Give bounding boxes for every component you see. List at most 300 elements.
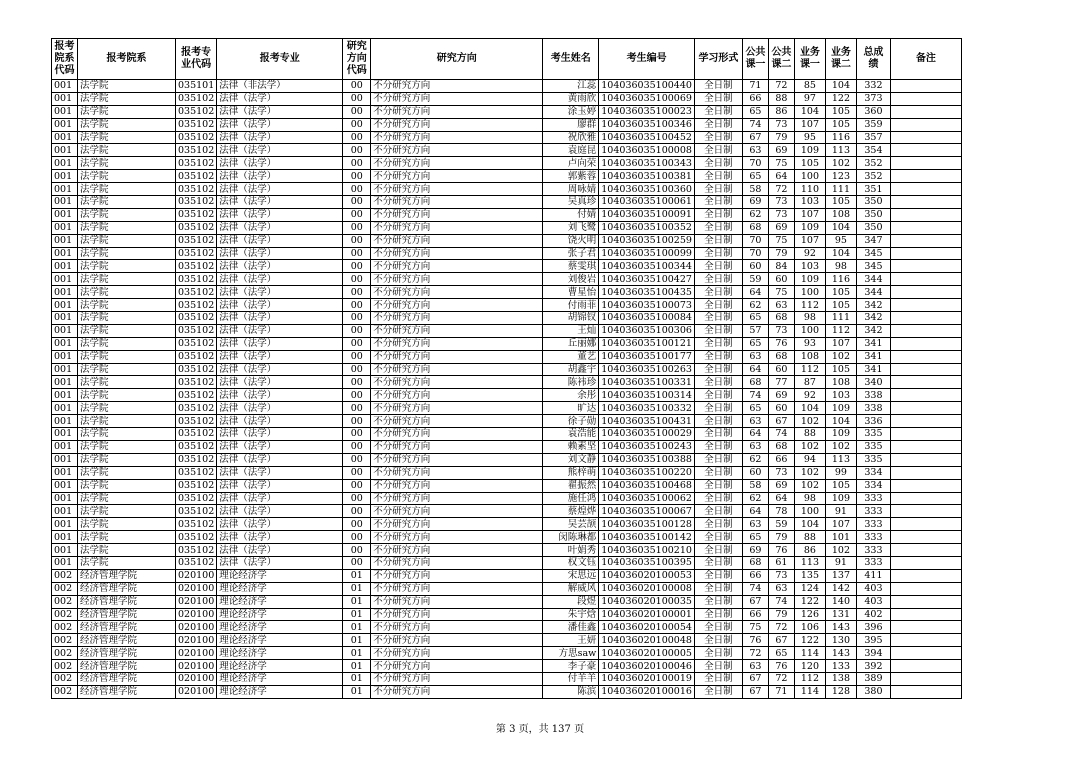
major-cell: 法律（法学） — [217, 544, 343, 557]
dept-code-cell: 001 — [52, 105, 78, 118]
major-1-cell: 114 — [794, 685, 825, 698]
study-mode-cell: 全日制 — [694, 118, 742, 131]
exam-id-cell: 104036035100091 — [599, 208, 695, 221]
major-code-cell: 035102 — [176, 144, 217, 157]
direction-code-cell: 00 — [343, 466, 371, 479]
direction-code-cell: 00 — [343, 118, 371, 131]
public-1-cell: 70 — [742, 247, 768, 260]
table-row — [52, 685, 962, 698]
name-cell: 吴真珍 — [543, 196, 599, 209]
major-1-cell: 100 — [794, 286, 825, 299]
public-1-cell: 66 — [742, 608, 768, 621]
total-cell: 332 — [856, 80, 890, 93]
dept-cell: 法学院 — [78, 273, 176, 286]
major-code-cell: 035102 — [176, 350, 217, 363]
dept-cell: 法学院 — [78, 376, 176, 389]
dept-code-cell: 001 — [52, 299, 78, 312]
direction-code-cell: 01 — [343, 595, 371, 608]
major-code-cell: 035102 — [176, 234, 217, 247]
public-1-cell: 74 — [742, 582, 768, 595]
exam-id-cell: 104036035100332 — [599, 402, 695, 415]
remark-cell — [890, 544, 961, 557]
major-code-cell: 020100 — [176, 621, 217, 634]
direction-cell: 不分研究方向 — [371, 479, 543, 492]
remark-cell — [890, 299, 961, 312]
total-cell: 357 — [856, 131, 890, 144]
major-cell: 法律（法学） — [217, 260, 343, 273]
remark-cell — [890, 518, 961, 531]
major-cell: 法律（法学） — [217, 376, 343, 389]
remark-cell — [890, 505, 961, 518]
major-cell: 法律（法学） — [217, 183, 343, 196]
direction-code-cell: 00 — [343, 286, 371, 299]
major-1-cell: 122 — [794, 634, 825, 647]
major-cell: 法律（法学） — [217, 466, 343, 479]
dept-code-cell: 001 — [52, 157, 78, 170]
dept-cell: 法学院 — [78, 531, 176, 544]
major-cell: 法律（法学） — [217, 505, 343, 518]
public-2-cell: 78 — [768, 505, 794, 518]
remark-cell — [890, 440, 961, 453]
direction-cell: 不分研究方向 — [371, 582, 543, 595]
total-cell: 333 — [856, 556, 890, 569]
study-mode-cell: 全日制 — [694, 479, 742, 492]
dept-code-cell: 001 — [52, 518, 78, 531]
public-1-cell: 65 — [742, 531, 768, 544]
public-2-cell: 72 — [768, 183, 794, 196]
major-code-cell: 035102 — [176, 376, 217, 389]
name-cell: 叶娟秀 — [543, 544, 599, 557]
major-2-cell: 102 — [825, 440, 856, 453]
public-1-cell: 58 — [742, 479, 768, 492]
study-mode-cell: 全日制 — [694, 660, 742, 673]
exam-id-cell: 104036020100035 — [599, 595, 695, 608]
total-cell: 350 — [856, 221, 890, 234]
study-mode-cell: 全日制 — [694, 324, 742, 337]
major-1-cell: 107 — [794, 234, 825, 247]
remark-cell — [890, 556, 961, 569]
total-cell: 341 — [856, 350, 890, 363]
major-code-cell: 035102 — [176, 324, 217, 337]
major-cell: 法律（法学） — [217, 415, 343, 428]
public-2-cell: 63 — [768, 299, 794, 312]
exam-id-cell: 104036035100099 — [599, 247, 695, 260]
remark-cell — [890, 183, 961, 196]
public-2-cell: 76 — [768, 337, 794, 350]
name-cell: 蔡煌烨 — [543, 505, 599, 518]
direction-code-cell: 00 — [343, 350, 371, 363]
direction-code-cell: 01 — [343, 685, 371, 698]
public-1-cell: 58 — [742, 183, 768, 196]
direction-cell: 不分研究方向 — [371, 685, 543, 698]
name-cell: 曹星怡 — [543, 286, 599, 299]
major-2-cell: 131 — [825, 608, 856, 621]
study-mode-cell: 全日制 — [694, 415, 742, 428]
remark-cell — [890, 531, 961, 544]
major-1-cell: 94 — [794, 453, 825, 466]
direction-cell: 不分研究方向 — [371, 80, 543, 93]
dept-code-cell: 001 — [52, 350, 78, 363]
remark-cell — [890, 80, 961, 93]
public-2-cell: 69 — [768, 479, 794, 492]
major-2-cell: 116 — [825, 131, 856, 144]
dept-code-cell: 001 — [52, 492, 78, 505]
dept-code-cell: 001 — [52, 92, 78, 105]
direction-cell: 不分研究方向 — [371, 660, 543, 673]
public-1-cell: 57 — [742, 324, 768, 337]
public-2-cell: 73 — [768, 324, 794, 337]
dept-cell: 法学院 — [78, 402, 176, 415]
public-2-cell: 75 — [768, 157, 794, 170]
name-cell: 旷达 — [543, 402, 599, 415]
public-2-cell: 68 — [768, 350, 794, 363]
direction-code-cell: 00 — [343, 479, 371, 492]
name-cell: 袁浩能 — [543, 428, 599, 441]
remark-cell — [890, 595, 961, 608]
study-mode-cell: 全日制 — [694, 92, 742, 105]
dept-cell: 法学院 — [78, 144, 176, 157]
public-1-cell: 68 — [742, 556, 768, 569]
study-mode-cell: 全日制 — [694, 196, 742, 209]
remark-cell — [890, 260, 961, 273]
public-1-cell: 71 — [742, 80, 768, 93]
exam-id-cell: 104036035100381 — [599, 170, 695, 183]
header-study-mode: 学习形式 — [694, 39, 742, 80]
name-cell: 袁庭昆 — [543, 144, 599, 157]
public-1-cell: 72 — [742, 647, 768, 660]
total-cell: 360 — [856, 105, 890, 118]
public-2-cell: 61 — [768, 556, 794, 569]
dept-cell: 经济管理学院 — [78, 621, 176, 634]
header-direction: 研究方向 — [371, 39, 543, 80]
dept-code-cell: 001 — [52, 131, 78, 144]
total-cell: 411 — [856, 569, 890, 582]
total-cell: 344 — [856, 286, 890, 299]
major-cell: 理论经济学 — [217, 569, 343, 582]
dept-cell: 经济管理学院 — [78, 569, 176, 582]
exam-id-cell: 104036035100427 — [599, 273, 695, 286]
dept-cell: 经济管理学院 — [78, 595, 176, 608]
exam-id-cell: 104036035100243 — [599, 440, 695, 453]
table-row — [52, 621, 962, 634]
major-cell: 法律（法学） — [217, 299, 343, 312]
major-cell: 法律（法学） — [217, 273, 343, 286]
public-2-cell: 79 — [768, 131, 794, 144]
direction-code-cell: 01 — [343, 634, 371, 647]
major-cell: 法律（法学） — [217, 234, 343, 247]
major-1-cell: 106 — [794, 621, 825, 634]
public-1-cell: 63 — [742, 350, 768, 363]
dept-code-cell: 001 — [52, 196, 78, 209]
total-cell: 389 — [856, 672, 890, 685]
major-2-cell: 104 — [825, 247, 856, 260]
study-mode-cell: 全日制 — [694, 582, 742, 595]
total-cell: 341 — [856, 363, 890, 376]
name-cell: 陈滨 — [543, 685, 599, 698]
study-mode-cell: 全日制 — [694, 505, 742, 518]
remark-cell — [890, 479, 961, 492]
major-code-cell: 035102 — [176, 389, 217, 402]
direction-cell: 不分研究方向 — [371, 221, 543, 234]
public-1-cell: 74 — [742, 118, 768, 131]
major-cell: 法律（法学） — [217, 92, 343, 105]
direction-cell: 不分研究方向 — [371, 286, 543, 299]
dept-cell: 法学院 — [78, 363, 176, 376]
remark-cell — [890, 234, 961, 247]
remark-cell — [890, 170, 961, 183]
remark-cell — [890, 157, 961, 170]
direction-code-cell: 00 — [343, 544, 371, 557]
exam-id-cell: 104036035100346 — [599, 118, 695, 131]
public-2-cell: 71 — [768, 685, 794, 698]
direction-code-cell: 00 — [343, 131, 371, 144]
table-row — [52, 363, 962, 376]
direction-cell: 不分研究方向 — [371, 453, 543, 466]
direction-code-cell: 00 — [343, 389, 371, 402]
public-1-cell: 74 — [742, 389, 768, 402]
major-cell: 法律（法学） — [217, 531, 343, 544]
public-2-cell: 67 — [768, 415, 794, 428]
public-1-cell: 67 — [742, 685, 768, 698]
page-footer: 第 3 页，共 137 页 — [495, 724, 585, 735]
major-code-cell: 035102 — [176, 183, 217, 196]
major-1-cell: 109 — [794, 144, 825, 157]
total-cell: 347 — [856, 234, 890, 247]
dept-code-cell: 002 — [52, 672, 78, 685]
direction-code-cell: 01 — [343, 647, 371, 660]
major-cell: 法律（法学） — [217, 196, 343, 209]
major-code-cell: 035102 — [176, 221, 217, 234]
exam-id-cell: 104036035100440 — [599, 80, 695, 93]
total-cell: 333 — [856, 492, 890, 505]
direction-cell: 不分研究方向 — [371, 634, 543, 647]
dept-code-cell: 001 — [52, 453, 78, 466]
dept-code-cell: 001 — [52, 556, 78, 569]
total-cell: 335 — [856, 440, 890, 453]
major-2-cell: 142 — [825, 582, 856, 595]
study-mode-cell: 全日制 — [694, 389, 742, 402]
major-2-cell: 143 — [825, 621, 856, 634]
dept-code-cell: 001 — [52, 428, 78, 441]
total-cell: 333 — [856, 544, 890, 557]
major-code-cell: 035102 — [176, 518, 217, 531]
dept-cell: 经济管理学院 — [78, 634, 176, 647]
major-cell: 法律（法学） — [217, 144, 343, 157]
dept-cell: 法学院 — [78, 105, 176, 118]
dept-code-cell: 001 — [52, 247, 78, 260]
major-2-cell: 109 — [825, 492, 856, 505]
public-2-cell: 60 — [768, 402, 794, 415]
table-row — [52, 92, 962, 105]
dept-code-cell: 001 — [52, 531, 78, 544]
remark-cell — [890, 621, 961, 634]
major-1-cell: 104 — [794, 518, 825, 531]
major-1-cell: 107 — [794, 208, 825, 221]
study-mode-cell: 全日制 — [694, 492, 742, 505]
direction-code-cell: 00 — [343, 273, 371, 286]
direction-cell: 不分研究方向 — [371, 157, 543, 170]
major-1-cell: 85 — [794, 80, 825, 93]
header-major-2: 业务课二 — [825, 39, 856, 80]
name-cell: 熊梓萌 — [543, 466, 599, 479]
major-2-cell: 128 — [825, 685, 856, 698]
remark-cell — [890, 118, 961, 131]
table-row — [52, 634, 962, 647]
major-1-cell: 93 — [794, 337, 825, 350]
remark-cell — [890, 324, 961, 337]
header-dept: 报考院系 — [78, 39, 176, 80]
header-total: 总成绩 — [856, 39, 890, 80]
major-1-cell: 135 — [794, 569, 825, 582]
direction-cell: 不分研究方向 — [371, 531, 543, 544]
direction-cell: 不分研究方向 — [371, 196, 543, 209]
dept-cell: 法学院 — [78, 337, 176, 350]
exam-id-cell: 104036035100343 — [599, 157, 695, 170]
major-1-cell: 86 — [794, 544, 825, 557]
public-2-cell: 65 — [768, 647, 794, 660]
major-1-cell: 114 — [794, 647, 825, 660]
major-cell: 理论经济学 — [217, 660, 343, 673]
major-code-cell: 035102 — [176, 273, 217, 286]
study-mode-cell: 全日制 — [694, 608, 742, 621]
public-2-cell: 84 — [768, 260, 794, 273]
major-2-cell: 102 — [825, 157, 856, 170]
dept-code-cell: 001 — [52, 466, 78, 479]
exam-id-cell: 104036035100029 — [599, 428, 695, 441]
exam-id-cell: 104036035100069 — [599, 92, 695, 105]
major-code-cell: 035102 — [176, 196, 217, 209]
major-cell: 理论经济学 — [217, 608, 343, 621]
name-cell: 吴芸颉 — [543, 518, 599, 531]
total-cell: 352 — [856, 170, 890, 183]
exam-id-cell: 104036035100388 — [599, 453, 695, 466]
direction-cell: 不分研究方向 — [371, 505, 543, 518]
header-name: 考生姓名 — [543, 39, 599, 80]
direction-cell: 不分研究方向 — [371, 183, 543, 196]
major-cell: 法律（法学） — [217, 221, 343, 234]
header-major: 报考专业 — [217, 39, 343, 80]
remark-cell — [890, 428, 961, 441]
major-1-cell: 113 — [794, 556, 825, 569]
total-cell: 345 — [856, 247, 890, 260]
dept-cell: 经济管理学院 — [78, 672, 176, 685]
dept-cell: 法学院 — [78, 312, 176, 325]
table-row — [52, 531, 962, 544]
major-cell: 法律（法学） — [217, 312, 343, 325]
dept-code-cell: 002 — [52, 621, 78, 634]
direction-cell: 不分研究方向 — [371, 350, 543, 363]
major-cell: 法律（法学） — [217, 479, 343, 492]
table-row — [52, 260, 962, 273]
major-1-cell: 104 — [794, 402, 825, 415]
total-cell: 354 — [856, 144, 890, 157]
major-cell: 理论经济学 — [217, 647, 343, 660]
direction-cell: 不分研究方向 — [371, 105, 543, 118]
remark-cell — [890, 492, 961, 505]
total-cell: 350 — [856, 196, 890, 209]
remark-cell — [890, 221, 961, 234]
exam-id-cell: 104036035100061 — [599, 196, 695, 209]
major-1-cell: 110 — [794, 183, 825, 196]
remark-cell — [890, 608, 961, 621]
table-row — [52, 518, 962, 531]
major-1-cell: 105 — [794, 157, 825, 170]
table-row — [52, 453, 962, 466]
public-1-cell: 64 — [742, 363, 768, 376]
public-2-cell: 88 — [768, 92, 794, 105]
public-1-cell: 75 — [742, 621, 768, 634]
dept-cell: 法学院 — [78, 80, 176, 93]
name-cell: 董艺 — [543, 350, 599, 363]
dept-cell: 法学院 — [78, 505, 176, 518]
major-1-cell: 120 — [794, 660, 825, 673]
exam-id-cell: 104036020100053 — [599, 569, 695, 582]
remark-cell — [890, 337, 961, 350]
major-cell: 法律（法学） — [217, 518, 343, 531]
exam-id-cell: 104036035100142 — [599, 531, 695, 544]
public-1-cell: 62 — [742, 299, 768, 312]
name-cell: 郭紫蓉 — [543, 170, 599, 183]
major-2-cell: 91 — [825, 556, 856, 569]
dept-cell: 法学院 — [78, 453, 176, 466]
major-code-cell: 035102 — [176, 157, 217, 170]
major-cell: 法律（法学） — [217, 286, 343, 299]
direction-code-cell: 00 — [343, 92, 371, 105]
public-2-cell: 79 — [768, 531, 794, 544]
remark-cell — [890, 389, 961, 402]
public-1-cell: 60 — [742, 466, 768, 479]
direction-code-cell: 00 — [343, 105, 371, 118]
dept-code-cell: 001 — [52, 402, 78, 415]
exam-id-cell: 104036035100452 — [599, 131, 695, 144]
major-code-cell: 035102 — [176, 531, 217, 544]
major-2-cell: 133 — [825, 660, 856, 673]
dept-cell: 法学院 — [78, 492, 176, 505]
direction-cell: 不分研究方向 — [371, 672, 543, 685]
direction-code-cell: 00 — [343, 312, 371, 325]
direction-code-cell: 00 — [343, 234, 371, 247]
dept-cell: 经济管理学院 — [78, 582, 176, 595]
study-mode-cell: 全日制 — [694, 440, 742, 453]
name-cell: 张子君 — [543, 247, 599, 260]
major-cell: 理论经济学 — [217, 582, 343, 595]
direction-code-cell: 00 — [343, 556, 371, 569]
major-code-cell: 035102 — [176, 402, 217, 415]
name-cell: 段煜 — [543, 595, 599, 608]
direction-cell: 不分研究方向 — [371, 234, 543, 247]
public-2-cell: 79 — [768, 247, 794, 260]
total-cell: 340 — [856, 376, 890, 389]
direction-cell: 不分研究方向 — [371, 440, 543, 453]
total-cell: 341 — [856, 337, 890, 350]
header-public-2: 公共课二 — [768, 39, 794, 80]
major-1-cell: 112 — [794, 672, 825, 685]
dept-cell: 法学院 — [78, 247, 176, 260]
public-1-cell: 63 — [742, 144, 768, 157]
public-1-cell: 64 — [742, 286, 768, 299]
dept-cell: 法学院 — [78, 208, 176, 221]
exam-id-cell: 104036035100360 — [599, 183, 695, 196]
table-row — [52, 118, 962, 131]
major-code-cell: 020100 — [176, 660, 217, 673]
study-mode-cell: 全日制 — [694, 531, 742, 544]
major-2-cell: 105 — [825, 105, 856, 118]
major-code-cell: 035102 — [176, 170, 217, 183]
public-1-cell: 65 — [742, 105, 768, 118]
table-row — [52, 312, 962, 325]
public-2-cell: 73 — [768, 196, 794, 209]
public-2-cell: 74 — [768, 595, 794, 608]
